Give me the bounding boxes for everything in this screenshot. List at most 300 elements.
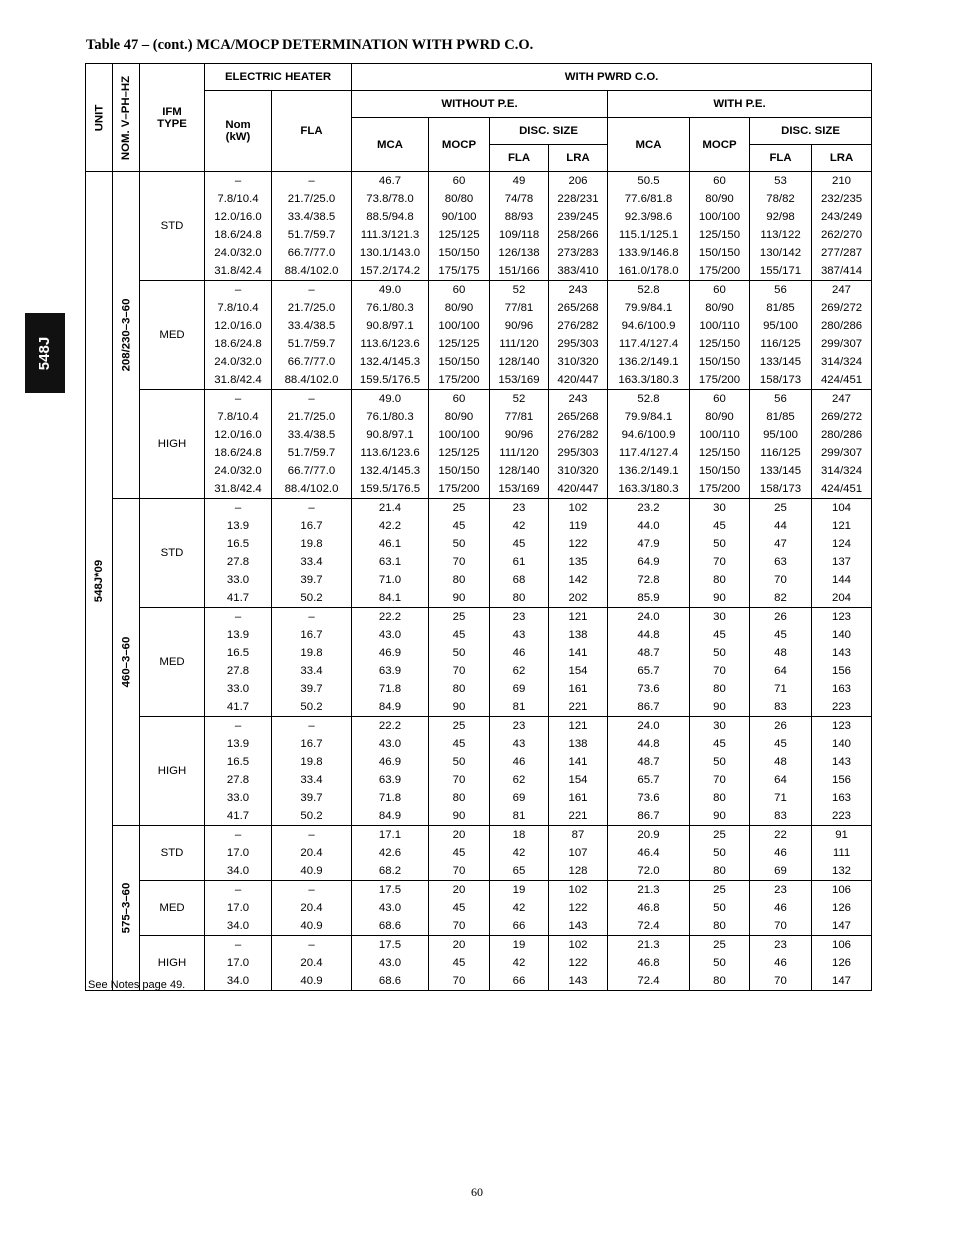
table-cell: 42 <box>490 899 549 917</box>
table-cell: 80 <box>690 917 750 936</box>
table-cell: 70 <box>750 917 812 936</box>
table-cell: 42.6 <box>352 844 429 862</box>
ifm-type-cell: MED <box>140 281 205 390</box>
table-cell: 140 <box>812 735 872 753</box>
table-cell: 151/166 <box>490 262 549 281</box>
table-cell: 42.2 <box>352 517 429 535</box>
table-cell: 143 <box>812 644 872 662</box>
table-cell: 17.1 <box>352 826 429 845</box>
header-disc-fla: FLA <box>490 145 549 172</box>
table-cell: – <box>272 281 352 300</box>
table-cell: 18.6/24.8 <box>205 226 272 244</box>
table-cell: 80 <box>490 589 549 608</box>
table-cell: 111/120 <box>490 444 549 462</box>
table-cell: 383/410 <box>549 262 608 281</box>
table-cell: 143 <box>549 917 608 936</box>
header-mca: MCA <box>352 118 429 172</box>
table-cell: 25 <box>429 499 490 518</box>
side-tab-label: 548J <box>36 336 54 370</box>
mca-mocp-table <box>85 63 872 991</box>
table-cell: 33.4/38.5 <box>272 317 352 335</box>
table-cell: 70 <box>690 553 750 571</box>
table-cell: 247 <box>812 390 872 409</box>
table-cell: 79.9/84.1 <box>608 299 690 317</box>
table-cell: 80 <box>690 972 750 991</box>
side-tab <box>25 313 65 393</box>
table-cell: 45 <box>429 517 490 535</box>
table-cell: 80/90 <box>429 299 490 317</box>
table-cell: 88.4/102.0 <box>272 262 352 281</box>
table-title: Table 47 – (cont.) MCA/MOCP DETERMINATION WITH PWRD C.O. <box>86 37 534 53</box>
table-cell: 80/80 <box>429 190 490 208</box>
table-cell: 243/249 <box>812 208 872 226</box>
table-cell: 71 <box>750 789 812 807</box>
table-cell: 45 <box>750 626 812 644</box>
table-cell: 90/96 <box>490 426 549 444</box>
table-cell: 142 <box>549 571 608 589</box>
table-cell: 81/85 <box>750 408 812 426</box>
table-cell: 62 <box>490 662 549 680</box>
header-voltage: NOM. V–PH–HZ <box>113 64 140 172</box>
table-cell: 18 <box>490 826 549 845</box>
table-row <box>86 717 872 736</box>
header-with-pwrd-co: WITH PWRD C.O. <box>352 64 872 91</box>
table-cell: 116/125 <box>750 444 812 462</box>
table-cell: 50 <box>429 644 490 662</box>
table-cell: 150/150 <box>690 353 750 371</box>
table-cell: 45 <box>429 954 490 972</box>
table-cell: 150/150 <box>429 244 490 262</box>
table-cell: 133/145 <box>750 462 812 480</box>
table-cell: 45 <box>690 735 750 753</box>
table-cell: 80 <box>429 789 490 807</box>
table-cell: 90/96 <box>490 317 549 335</box>
table-cell: 65.7 <box>608 662 690 680</box>
table-cell: 47 <box>750 535 812 553</box>
table-cell: 71.8 <box>352 680 429 698</box>
table-cell: 18.6/24.8 <box>205 335 272 353</box>
table-cell: 102 <box>549 936 608 955</box>
table-row <box>86 281 872 300</box>
table-cell: 44.0 <box>608 517 690 535</box>
table-cell: 125/125 <box>429 444 490 462</box>
table-cell: 175/200 <box>429 371 490 390</box>
table-cell: 19.8 <box>272 753 352 771</box>
header-disc-lra: LRA <box>549 145 608 172</box>
table-cell: 45 <box>690 517 750 535</box>
table-cell: 295/303 <box>549 444 608 462</box>
table-cell: 113.6/123.6 <box>352 444 429 462</box>
table-cell: 21.7/25.0 <box>272 408 352 426</box>
table-cell: 43.0 <box>352 626 429 644</box>
table-cell: 100/110 <box>690 317 750 335</box>
table-cell: 24.0/32.0 <box>205 353 272 371</box>
table-cell: 39.7 <box>272 571 352 589</box>
table-cell: 87 <box>549 826 608 845</box>
table-cell: 31.8/42.4 <box>205 480 272 499</box>
table-cell: – <box>205 390 272 409</box>
table-cell: 90 <box>690 589 750 608</box>
table-cell: 265/268 <box>549 408 608 426</box>
table-cell: 109/118 <box>490 226 549 244</box>
table-cell: 72.8 <box>608 571 690 589</box>
table-cell: 33.4/38.5 <box>272 208 352 226</box>
table-cell: 26 <box>750 717 812 736</box>
table-cell: 73.6 <box>608 789 690 807</box>
table-cell: 50 <box>429 535 490 553</box>
table-cell: 20.4 <box>272 899 352 917</box>
table-cell: 137 <box>812 553 872 571</box>
table-cell: 45 <box>490 535 549 553</box>
table-cell: 299/307 <box>812 335 872 353</box>
table-cell: 45 <box>750 735 812 753</box>
table-cell: 80/90 <box>690 408 750 426</box>
table-cell: 76.1/80.3 <box>352 408 429 426</box>
table-cell: 106 <box>812 881 872 900</box>
table-cell: 132.4/145.3 <box>352 462 429 480</box>
table-cell: 81 <box>490 807 549 826</box>
table-cell: – <box>272 936 352 955</box>
table-cell: 45 <box>429 626 490 644</box>
table-cell: 21.7/25.0 <box>272 190 352 208</box>
header-disc-lra-pe: LRA <box>812 145 872 172</box>
table-cell: 33.4 <box>272 553 352 571</box>
table-cell: – <box>205 608 272 627</box>
table-cell: 70 <box>690 662 750 680</box>
table-cell: 161 <box>549 789 608 807</box>
ifm-type-cell: HIGH <box>140 717 205 826</box>
table-cell: 258/266 <box>549 226 608 244</box>
table-cell: 24.0/32.0 <box>205 244 272 262</box>
header-without-pe: WITHOUT P.E. <box>352 91 608 118</box>
header-with-pe: WITH P.E. <box>608 91 872 118</box>
table-cell: 50.5 <box>608 172 690 191</box>
table-cell: 45 <box>429 844 490 862</box>
table-cell: 68.6 <box>352 917 429 936</box>
table-cell: 113.6/123.6 <box>352 335 429 353</box>
ifm-type-cell: STD <box>140 826 205 881</box>
header-electric-heater: ELECTRIC HEATER <box>205 64 352 91</box>
table-cell: – <box>272 881 352 900</box>
table-cell: 22 <box>750 826 812 845</box>
table-cell: 111/120 <box>490 335 549 353</box>
table-cell: 83 <box>750 807 812 826</box>
unit-cell: 548J*09 <box>86 172 113 991</box>
table-cell: 94.6/100.9 <box>608 426 690 444</box>
table-cell: 50.2 <box>272 589 352 608</box>
table-cell: 46 <box>750 954 812 972</box>
table-row <box>86 936 872 955</box>
table-cell: 175/175 <box>429 262 490 281</box>
table-cell: 33.4/38.5 <box>272 426 352 444</box>
table-cell: 27.8 <box>205 553 272 571</box>
table-cell: 56 <box>750 281 812 300</box>
table-cell: 41.7 <box>205 589 272 608</box>
table-cell: 424/451 <box>812 371 872 390</box>
table-cell: 74/78 <box>490 190 549 208</box>
table-row <box>86 608 872 627</box>
table-cell: 295/303 <box>549 335 608 353</box>
table-cell: 41.7 <box>205 807 272 826</box>
table-cell: 126 <box>812 899 872 917</box>
table-cell: – <box>205 881 272 900</box>
table-cell: 31.8/42.4 <box>205 371 272 390</box>
table-cell: 43.0 <box>352 899 429 917</box>
table-cell: 81/85 <box>750 299 812 317</box>
table-cell: 16.5 <box>205 644 272 662</box>
table-cell: 23 <box>750 881 812 900</box>
table-cell: 154 <box>549 771 608 789</box>
table-cell: 117.4/127.4 <box>608 444 690 462</box>
table-cell: 43 <box>490 626 549 644</box>
table-cell: 60 <box>429 390 490 409</box>
table-cell: 23.2 <box>608 499 690 518</box>
table-cell: 50 <box>690 753 750 771</box>
table-cell: 78/82 <box>750 190 812 208</box>
table-cell: 62 <box>490 771 549 789</box>
table-cell: 50 <box>690 954 750 972</box>
table-cell: 13.9 <box>205 735 272 753</box>
table-cell: 221 <box>549 698 608 717</box>
table-cell: 19 <box>490 881 549 900</box>
table-cell: 44 <box>750 517 812 535</box>
table-cell: 50.2 <box>272 698 352 717</box>
table-cell: – <box>205 826 272 845</box>
table-cell: 63.9 <box>352 662 429 680</box>
table-cell: 126 <box>812 954 872 972</box>
table-cell: 228/231 <box>549 190 608 208</box>
table-cell: 63 <box>750 553 812 571</box>
table-cell: 90.8/97.1 <box>352 317 429 335</box>
table-cell: 156 <box>812 771 872 789</box>
header-disc-size-pe: DISC. SIZE <box>750 118 872 145</box>
table-cell: 30 <box>690 717 750 736</box>
table-cell: 34.0 <box>205 972 272 991</box>
table-cell: 70 <box>429 553 490 571</box>
table-cell: 150/150 <box>690 462 750 480</box>
table-cell: 125/125 <box>429 335 490 353</box>
table-cell: 80 <box>690 789 750 807</box>
table-cell: 42 <box>490 517 549 535</box>
header-nom-kw: Nom (kW) <box>205 91 272 172</box>
table-cell: 65 <box>490 862 549 881</box>
table-cell: 150/150 <box>429 462 490 480</box>
table-cell: 39.7 <box>272 680 352 698</box>
table-cell: 159.5/176.5 <box>352 371 429 390</box>
table-cell: 210 <box>812 172 872 191</box>
table-cell: 132 <box>812 862 872 881</box>
table-cell: 100/100 <box>429 426 490 444</box>
table-cell: 80/90 <box>690 299 750 317</box>
table-cell: 60 <box>690 281 750 300</box>
table-cell: 80 <box>690 862 750 881</box>
ifm-type-cell: STD <box>140 172 205 281</box>
table-cell: 94.6/100.9 <box>608 317 690 335</box>
table-cell: 43.0 <box>352 735 429 753</box>
table-cell: 81 <box>490 698 549 717</box>
table-cell: 150/150 <box>690 244 750 262</box>
voltage-cell: 208/230–3–60 <box>113 172 140 499</box>
table-cell: 20 <box>429 881 490 900</box>
table-cell: 77/81 <box>490 299 549 317</box>
table-cell: 84.1 <box>352 589 429 608</box>
table-cell: 68.6 <box>352 972 429 991</box>
table-cell: 50 <box>429 753 490 771</box>
table-cell: 100/100 <box>429 317 490 335</box>
table-cell: 202 <box>549 589 608 608</box>
table-cell: 92/98 <box>750 208 812 226</box>
table-cell: 144 <box>812 571 872 589</box>
table-cell: 66.7/77.0 <box>272 244 352 262</box>
table-cell: 43 <box>490 735 549 753</box>
table-cell: 71.0 <box>352 571 429 589</box>
table-cell: 56 <box>750 390 812 409</box>
table-cell: 20 <box>429 936 490 955</box>
table-cell: 84.9 <box>352 807 429 826</box>
table-cell: 27.8 <box>205 771 272 789</box>
table-cell: 122 <box>549 535 608 553</box>
table-cell: 20 <box>429 826 490 845</box>
table-cell: 310/320 <box>549 462 608 480</box>
table-cell: 20.4 <box>272 954 352 972</box>
table-cell: 46.8 <box>608 954 690 972</box>
table-cell: 17.0 <box>205 899 272 917</box>
table-cell: 76.1/80.3 <box>352 299 429 317</box>
table-cell: 90.8/97.1 <box>352 426 429 444</box>
table-cell: 30 <box>690 499 750 518</box>
table-cell: 133.9/146.8 <box>608 244 690 262</box>
table-cell: 86.7 <box>608 698 690 717</box>
ifm-type-cell: MED <box>140 608 205 717</box>
table-cell: 61 <box>490 553 549 571</box>
table-cell: 45 <box>690 626 750 644</box>
table-cell: 132.4/145.3 <box>352 353 429 371</box>
table-cell: 115.1/125.1 <box>608 226 690 244</box>
table-cell: 122 <box>549 899 608 917</box>
table-cell: 90 <box>429 698 490 717</box>
header-mocp-pe: MOCP <box>690 118 750 172</box>
table-cell: 46.1 <box>352 535 429 553</box>
table-cell: 46 <box>750 899 812 917</box>
table-cell: 83 <box>750 698 812 717</box>
table-cell: 138 <box>549 735 608 753</box>
table-cell: 100/100 <box>690 208 750 226</box>
table-cell: 70 <box>429 862 490 881</box>
table-cell: 175/200 <box>690 262 750 281</box>
table-cell: 175/200 <box>690 371 750 390</box>
table-cell: 154 <box>549 662 608 680</box>
table-cell: 121 <box>549 608 608 627</box>
table-cell: 25 <box>690 881 750 900</box>
table-cell: 39.7 <box>272 789 352 807</box>
table-cell: – <box>272 172 352 191</box>
table-cell: 277/287 <box>812 244 872 262</box>
table-cell: 80 <box>429 571 490 589</box>
table-cell: 138 <box>549 626 608 644</box>
table-cell: 46 <box>490 753 549 771</box>
table-cell: 88.4/102.0 <box>272 371 352 390</box>
table-header <box>86 64 872 172</box>
table-cell: 33.4 <box>272 662 352 680</box>
table-cell: 155/171 <box>750 262 812 281</box>
table-cell: 72.0 <box>608 862 690 881</box>
table-cell: 23 <box>490 608 549 627</box>
table-cell: 88.5/94.8 <box>352 208 429 226</box>
table-cell: 52.8 <box>608 390 690 409</box>
table-cell: 159.5/176.5 <box>352 480 429 499</box>
table-cell: 133/145 <box>750 353 812 371</box>
table-cell: 7.8/10.4 <box>205 408 272 426</box>
table-cell: 92.3/98.6 <box>608 208 690 226</box>
table-cell: 60 <box>690 172 750 191</box>
table-cell: 136.2/149.1 <box>608 353 690 371</box>
table-cell: 25 <box>750 499 812 518</box>
table-cell: 70 <box>690 771 750 789</box>
table-cell: 123 <box>812 717 872 736</box>
table-cell: 206 <box>549 172 608 191</box>
table-cell: 163 <box>812 680 872 698</box>
table-cell: 50 <box>690 844 750 862</box>
table-cell: 130.1/143.0 <box>352 244 429 262</box>
table-cell: 314/324 <box>812 462 872 480</box>
table-cell: 71.8 <box>352 789 429 807</box>
table-cell: 80 <box>690 571 750 589</box>
table-cell: 262/270 <box>812 226 872 244</box>
page-number: 60 <box>471 1185 483 1199</box>
table-cell: 20.9 <box>608 826 690 845</box>
table-cell: 80 <box>429 680 490 698</box>
table-cell: 48.7 <box>608 644 690 662</box>
table-cell: 116/125 <box>750 335 812 353</box>
ifm-type-cell: STD <box>140 499 205 608</box>
table-cell: 50 <box>690 644 750 662</box>
table-cell: 50 <box>690 535 750 553</box>
table-cell: – <box>205 499 272 518</box>
table-cell: 40.9 <box>272 917 352 936</box>
table-cell: 141 <box>549 753 608 771</box>
table-cell: 19.8 <box>272 644 352 662</box>
table-cell: 125/125 <box>429 226 490 244</box>
table-cell: – <box>272 608 352 627</box>
header-ifm-type: IFM TYPE <box>140 64 205 172</box>
voltage-cell: 460–3–60 <box>113 499 140 826</box>
table-cell: 17.0 <box>205 954 272 972</box>
table-cell: 49.0 <box>352 281 429 300</box>
table-cell: 22.2 <box>352 717 429 736</box>
table-cell: 45 <box>429 899 490 917</box>
table-cell: – <box>205 281 272 300</box>
table-cell: 90 <box>690 807 750 826</box>
table-cell: 49.0 <box>352 390 429 409</box>
table-cell: 71 <box>750 680 812 698</box>
table-cell: 156 <box>812 662 872 680</box>
table-cell: 72.4 <box>608 972 690 991</box>
table-cell: 33.4 <box>272 771 352 789</box>
table-cell: 25 <box>690 936 750 955</box>
table-cell: 12.0/16.0 <box>205 208 272 226</box>
table-cell: 63.9 <box>352 771 429 789</box>
table-cell: 30 <box>690 608 750 627</box>
table-cell: 135 <box>549 553 608 571</box>
table-body <box>86 172 872 991</box>
table-cell: 52 <box>490 281 549 300</box>
table-cell: – <box>272 826 352 845</box>
table-cell: 140 <box>812 626 872 644</box>
table-cell: 70 <box>750 972 812 991</box>
table-cell: 121 <box>812 517 872 535</box>
table-cell: 175/200 <box>429 480 490 499</box>
table-cell: 239/245 <box>549 208 608 226</box>
